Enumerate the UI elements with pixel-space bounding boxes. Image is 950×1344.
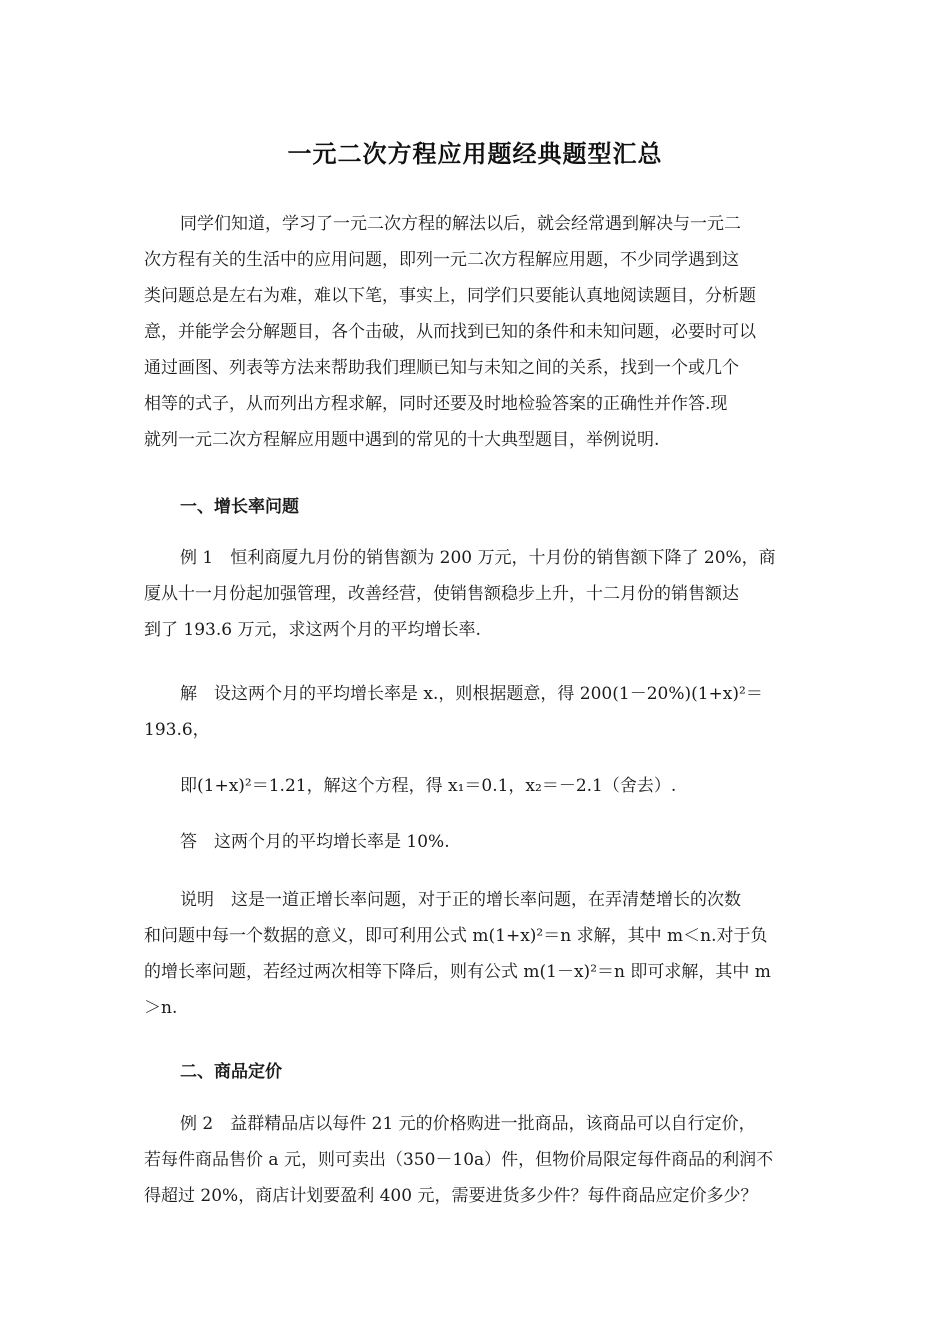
text-line: ＞n. <box>144 998 178 1018</box>
text-line: 解 设这两个月的平均增长率是 x.，则根据题意，得 200(1－20%)(1+x)²＝ <box>180 684 763 704</box>
text-line: 若每件商品售价 a 元，则可卖出（350－10a）件，但物价局限定每件商品的利润不 <box>144 1150 774 1170</box>
text-line: 的增长率问题，若经过两次相等下降后，则有公式 m(1－x)²＝n 即可求解，其中 m <box>144 962 771 982</box>
text-line: 例 2 益群精品店以每件 21 元的价格购进一批商品，该商品可以自行定价， <box>180 1114 756 1134</box>
document-title: 一元二次方程应用题经典题型汇总 <box>287 140 663 168</box>
section-heading-growth-rate: 一、增长率问题 <box>180 497 299 517</box>
solution-step-paragraph <box>144 768 814 804</box>
text-line: 相等的式子，从而列出方程求解，同时还要及时地检验答案的正确性并作答.现 <box>144 394 728 414</box>
text-line: 意，并能学会分解题目，各个击破，从而找到已知的条件和未知问题，必要时可以 <box>144 322 756 342</box>
text-line: 同学们知道，学习了一元二次方程的解法以后，就会经常遇到解决与一元二 <box>180 214 741 234</box>
text-line: 例 1 恒利商厦九月份的销售额为 200 万元，十月份的销售额下降了 20%，商 <box>180 548 776 568</box>
note-paragraph <box>144 882 814 1026</box>
text-line: 厦从十一月份起加强管理，改善经营，使销售额稳步上升，十二月份的销售额达 <box>144 584 739 604</box>
text-line: 和问题中每一个数据的意义，即可利用公式 m(1+x)²＝n 求解，其中 m＜n.对于负 <box>144 926 768 946</box>
text-line: 通过画图、列表等方法来帮助我们理顺已知与未知之间的关系，找到一个或几个 <box>144 358 739 378</box>
text-line: 到了 193.6 万元，求这两个月的平均增长率. <box>144 620 481 640</box>
text-line: 就列一元二次方程解应用题中遇到的常见的十大典型题目，举例说明. <box>144 430 660 450</box>
text-line: 次方程有关的生活中的应用问题，即列一元二次方程解应用题，不少同学遇到这 <box>144 250 739 270</box>
text-line: 即(1+x)²＝1.21，解这个方程，得 x₁＝0.1，x₂＝－2.1（舍去）. <box>180 776 677 796</box>
text-line: 193.6， <box>144 720 210 740</box>
text-line: 类问题总是左右为难，难以下笔，事实上，同学们只要能认真地阅读题目，分析题 <box>144 286 756 306</box>
section-heading-pricing: 二、商品定价 <box>180 1062 282 1082</box>
text-line: 得超过 20%，商店计划要盈利 400 元，需要进货多少件？每件商品应定价多少？ <box>144 1186 758 1206</box>
answer-paragraph <box>144 824 814 860</box>
example-1-paragraph <box>144 540 814 648</box>
text-line: 答 这两个月的平均增长率是 10%. <box>180 832 450 852</box>
example-2-paragraph <box>144 1106 814 1214</box>
text-line: 说明 这是一道正增长率问题，对于正的增长率问题，在弄清楚增长的次数 <box>180 890 741 910</box>
intro-paragraph <box>144 206 814 458</box>
solution-paragraph <box>144 676 814 748</box>
